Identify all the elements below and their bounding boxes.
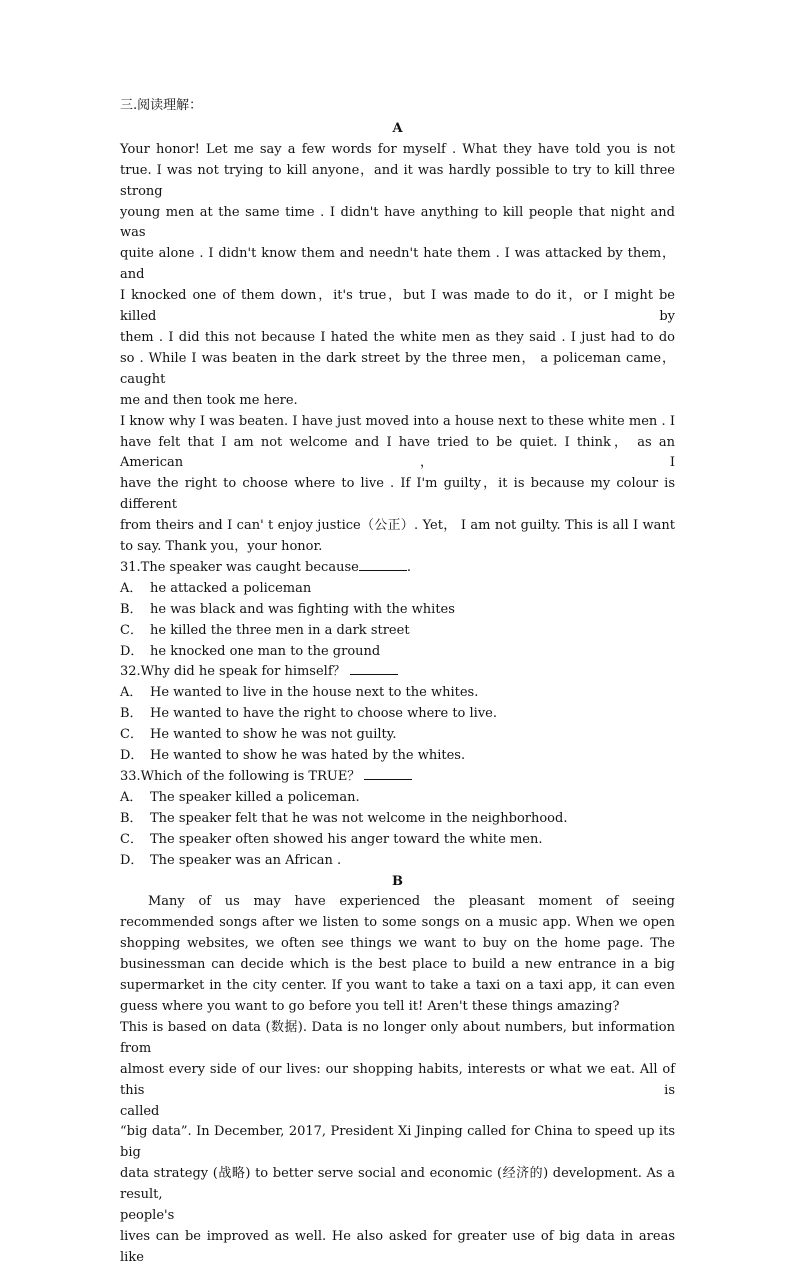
option-a[interactable] — [120, 788, 675, 809]
option-text: he attacked a policeman — [150, 580, 312, 596]
option-letter: A． — [120, 685, 143, 701]
option-a[interactable] — [120, 579, 675, 600]
option-text: he killed the three men in a dark street — [150, 622, 410, 638]
passage-b-line: called — [120, 1103, 160, 1119]
passage-b-line: lives can be improved as well. He also asked for greater use of big data in areas like — [120, 1228, 675, 1265]
option-letter: A． — [120, 580, 143, 596]
option-letter: B． — [120, 706, 143, 722]
passage-a-line: to say. Thank you，your honor. — [120, 539, 323, 555]
question-stem — [120, 662, 675, 683]
passage-b-line: “big data”. In December, 2017, President Xi Jinping called for China to speed up its big — [120, 1124, 675, 1161]
option-text: He wanted to have the right to choose where to live. — [150, 706, 497, 722]
passage-b-line: people's — [120, 1208, 175, 1224]
option-letter: D． — [120, 748, 144, 764]
option-text: The speaker felt that he was not welcome in the neighborhood. — [150, 810, 568, 826]
option-d[interactable] — [120, 851, 675, 872]
passage-a-line: I know why I was beaten. I have just moved into a house next to these white men . I — [120, 413, 675, 429]
answer-blank[interactable] — [364, 767, 412, 780]
option-d[interactable] — [120, 642, 675, 663]
option-b[interactable] — [120, 809, 675, 830]
passage-a-line: true. I was not trying to kill anyone，and it was hardly possible to try to kill three strong — [120, 162, 675, 199]
option-letter: A． — [120, 789, 143, 805]
option-b[interactable] — [120, 704, 675, 725]
passage-b-line: This is based on data (数据). Data is no longer only about numbers, but information from — [120, 1019, 675, 1056]
passage-a-line: have felt that I am not welcome and I have tried to be quiet. I think， as an American，I — [120, 434, 675, 471]
section-title: 三.阅读理解： — [120, 98, 203, 113]
option-letter: D． — [120, 643, 144, 659]
passage-a — [120, 140, 675, 558]
passage-a-line: from theirs and I can' t enjoy justice（公正）. Yet， I am not guilty. This is all I want — [120, 518, 675, 534]
passage-a-line: quite alone . I didn't know them and needn't hate them . I was attacked by them，and — [120, 246, 675, 283]
question-stem-text: 31.The speaker was caught because — [120, 559, 359, 575]
passage-a-line: have the right to choose where to live . If I'm guilty，it is because my colour is different — [120, 476, 675, 513]
option-letter: C． — [120, 727, 143, 743]
question-stem — [120, 767, 675, 788]
option-b[interactable] — [120, 600, 675, 621]
passage-b-line: data strategy (战略) to better serve social and economic (经济的) development. As a result, — [120, 1166, 675, 1203]
question-33 — [120, 767, 675, 872]
passage-a-line: young men at the same time . I didn't have anything to kill people that night and was — [120, 204, 675, 241]
passage-a-line: I knocked one of them down，it's true，but I was made to do it，or I might be killed by — [120, 288, 675, 325]
option-c[interactable] — [120, 725, 675, 746]
option-text: he was black and was fighting with the whites — [150, 601, 455, 617]
passage-a-label: A — [392, 120, 403, 136]
question-stem-suffix: . — [406, 559, 411, 575]
option-text: He wanted to show he was not guilty. — [150, 727, 397, 743]
option-text: The speaker was an African . — [150, 852, 342, 868]
option-a[interactable] — [120, 683, 675, 704]
option-text: He wanted to live in the house next to the whites. — [150, 685, 479, 701]
option-text: The speaker often showed his anger toward the white men. — [150, 831, 543, 847]
question-31 — [120, 558, 675, 663]
answer-blank[interactable] — [359, 558, 407, 571]
exam-page — [120, 96, 675, 1269]
question-stem-text: 32.Why did he speak for himself？ — [120, 664, 346, 680]
option-letter: B． — [120, 601, 143, 617]
question-stem-text: 33.Which of the following is TRUE？ — [120, 769, 361, 784]
passage-a-line: me and then took me here. — [120, 392, 298, 408]
passage-b — [120, 892, 675, 1268]
option-letter: C． — [120, 831, 143, 847]
option-d[interactable] — [120, 746, 675, 767]
question-stem — [120, 558, 675, 579]
option-c[interactable] — [120, 621, 675, 642]
passage-a-line: Your honor! Let me say a few words for myself . What they have told you is not — [120, 141, 675, 157]
option-text: The speaker killed a policeman. — [150, 789, 360, 805]
question-32 — [120, 662, 675, 767]
passage-b-line: almost every side of our lives: our shopping habits, interests or what we eat. All of this is — [120, 1061, 675, 1098]
option-c[interactable] — [120, 830, 675, 851]
answer-blank[interactable] — [350, 662, 398, 675]
passage-b-paragraph: Many of us may have experienced the pleasant moment of seeing recommended songs after we listen to some songs on a music app. When we open shopping websites, we often see things we want to buy on the home page. The businessman can decide which is the best place to build a new entrance in a big supermarket in the city center. If you want to take a taxi on a taxi app, it can even guess where you want to go before you tell it! Aren't these things amazing? — [120, 894, 675, 1014]
option-letter: C． — [120, 622, 143, 638]
option-letter: B． — [120, 810, 143, 826]
passage-a-line: them . I did this not because I hated the white men as they said . I just had to do — [120, 329, 675, 345]
passage-b-label: B — [392, 873, 403, 889]
option-text: He wanted to show he was hated by the whites. — [150, 748, 466, 764]
option-text: he knocked one man to the ground — [150, 643, 381, 659]
option-letter: D． — [120, 852, 144, 868]
passage-a-line: so . While I was beaten in the dark street by the three men， a policeman came， caught — [120, 350, 675, 387]
